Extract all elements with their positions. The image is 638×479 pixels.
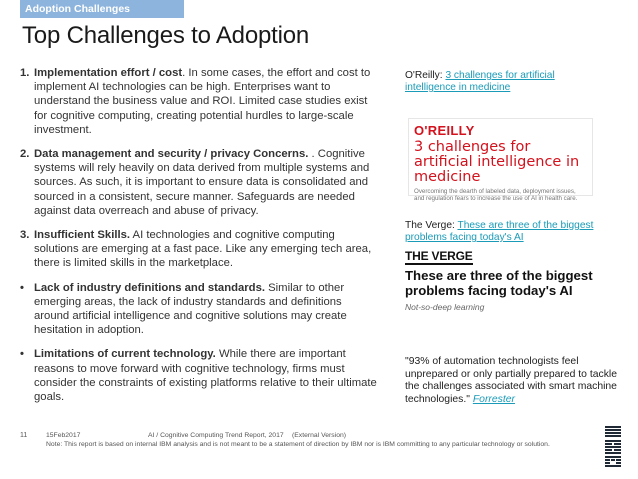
item-heading: Data management and security / privacy Concerns. xyxy=(34,148,309,161)
item-heading: Limitations of current technology. xyxy=(34,348,216,361)
item-heading: Implementation effort / cost xyxy=(34,67,183,79)
footer-note: Note: This report is based on internal IBM analysis and is not meant to be a statement of direction by IBM nor is IBM committing to any particular technology or solution. xyxy=(46,441,550,448)
forrester-link[interactable]: Forrester xyxy=(472,393,515,405)
oreilly-link[interactable]: 3 challenges for artificial intelligence in medicine xyxy=(405,70,555,93)
list-item xyxy=(20,347,380,404)
item-body: . Cognitive systems will rely heavily on data derived from multiple systems and sources. As such, it is important to ensure data is consolidated and sourced in a consistent, secure manner. Safeguards are needed against data overreach and abuse of privacy. xyxy=(34,148,370,217)
item-body: While there are important reasons to move forward with cognitive technology, firms must consider the constraints of existing platforms relative to their ultimate goals. xyxy=(34,348,377,404)
oreilly-card-title: 3 challenges for artificial intelligence in medicine xyxy=(414,139,580,185)
oreilly-label: O'Reilly: xyxy=(405,70,446,81)
verge-logo-text: THE VERGE xyxy=(405,249,473,263)
item-body: AI technologies and cognitive computing solutions are emerging at a fast pace. Like any emerging tech area, there is limited skills in the marketplace. xyxy=(34,229,372,270)
item-heading: Insufficient Skills. xyxy=(34,229,131,242)
item-body: . In some cases, the effort and cost to implement AI technologies can be high. Enterprises want to understand the business value and ROI. Limited case studies exist for cognitive computing, creating potential hurdles to large-scale investment. xyxy=(34,67,371,136)
oreilly-source xyxy=(405,70,605,94)
footer-date: 15Feb2017 xyxy=(46,432,81,439)
list-marker: 2. xyxy=(20,148,30,161)
verge-label: The Verge: xyxy=(405,220,458,231)
ibm-logo-icon xyxy=(604,425,622,469)
list-marker: • xyxy=(20,348,24,361)
verge-article-card[interactable] xyxy=(405,249,593,325)
item-body: Similar to other emerging areas, the lack of industry standards and definitions around artificial intelligence and cognitive solutions may create hesitation in adoption. xyxy=(34,281,347,337)
quote-text: "93% of automation technologists feel unprepared or only partially prepared to tackle the challenges associated with smart machine technologies." xyxy=(405,356,617,405)
footer-report: AI / Cognitive Computing Trend Report, 2017 xyxy=(148,432,284,439)
oreilly-logo: O'REILLY xyxy=(414,123,475,138)
list-item xyxy=(20,66,380,137)
verge-card-title: These are three of the biggest problems facing today's AI xyxy=(405,268,593,299)
list-item xyxy=(20,281,380,338)
list-item xyxy=(20,228,380,271)
list-marker: 1. xyxy=(20,67,30,79)
oreilly-card-subtitle: Overcoming the dearth of labeled data, deployment issues, and regulation fears to increase the use of AI in health care. xyxy=(414,188,578,203)
page-number: 11 xyxy=(20,432,28,439)
verge-logo xyxy=(405,249,593,265)
challenge-list xyxy=(20,66,380,414)
list-item xyxy=(20,147,380,218)
verge-card-subtitle: Not-so-deep learning xyxy=(405,302,485,313)
verge-link[interactable]: These are three of the biggest problems facing today's AI xyxy=(405,220,594,243)
page-title: Top Challenges to Adoption xyxy=(22,22,310,49)
forrester-quote xyxy=(405,356,630,406)
list-marker: • xyxy=(20,281,24,294)
section-tag: Adoption Challenges xyxy=(20,0,184,18)
item-heading: Lack of industry definitions and standards. xyxy=(34,281,265,294)
list-marker: 3. xyxy=(20,229,30,242)
oreilly-article-card[interactable] xyxy=(408,118,593,203)
verge-source xyxy=(405,220,605,244)
footer-version: (External Version) xyxy=(292,432,347,439)
